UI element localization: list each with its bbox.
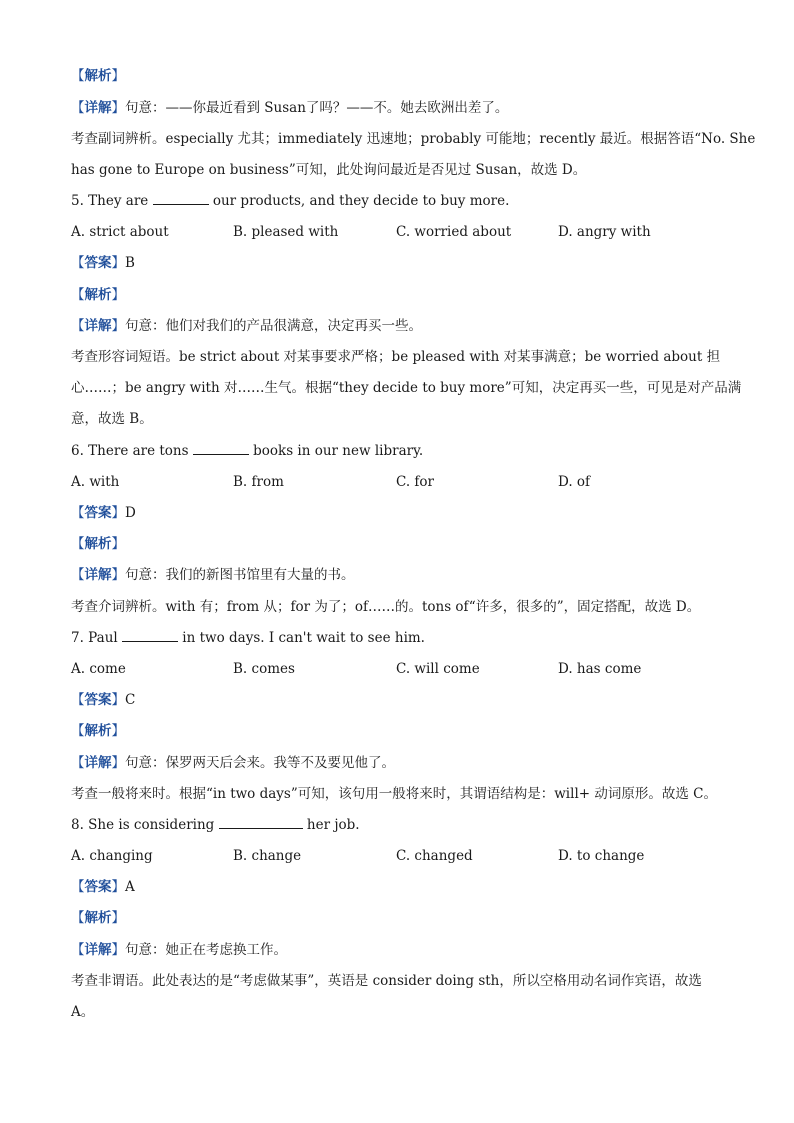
explanation-text: 考查形容词短语。be strict about 对某事要求严格；be pleased with 对某事满意；be worried about 担 xyxy=(71,349,721,365)
explanation-line: 【详解】句意：保罗两天后会来。我等不及要见他了。 xyxy=(71,755,395,771)
question-6: 6. There are tons books in our new library. xyxy=(71,443,424,459)
option-c: C. for xyxy=(396,474,435,490)
answer-line: 【答案】D xyxy=(71,505,136,521)
option-c: C. will come xyxy=(396,661,480,677)
option-b: B. pleased with xyxy=(233,224,339,240)
options-row xyxy=(0,223,794,241)
explanation-line: 【详解】句意：他们对我们的产品很满意，决定再买一些。 xyxy=(71,318,422,334)
analysis-label: 【解析】 xyxy=(71,536,125,552)
answer-line: 【答案】B xyxy=(71,255,135,271)
option-a: A. with xyxy=(71,474,120,490)
explanation-text: 考查非谓语。此处表达的是“考虑做某事”，英语是 consider doing sth，所以空格用动名词作宾语，故选 xyxy=(71,973,702,989)
explanation-text: 意，故选 B。 xyxy=(71,411,153,427)
option-d: D. angry with xyxy=(558,224,651,240)
explanation-line: 【详解】句意：我们的新图书馆里有大量的书。 xyxy=(71,567,355,583)
option-b: B. comes xyxy=(233,661,295,677)
option-a: A. changing xyxy=(71,848,153,864)
option-a: A. strict about xyxy=(71,224,169,240)
explanation-line: 【详解】句意：——你最近看到 Susan了吗？——不。她去欧洲出差了。 xyxy=(71,100,509,116)
analysis-label: 【解析】 xyxy=(71,910,125,926)
option-d: D. of xyxy=(558,474,591,490)
option-b: B. change xyxy=(233,848,302,864)
explanation-text: 考查副词辨析。especially 尤其；immediately 迅速地；probably 可能地；recently 最近。根据答语“No. She xyxy=(71,131,756,147)
answer-line: 【答案】A xyxy=(71,879,135,895)
option-d: D. has come xyxy=(558,661,642,677)
answer-blank xyxy=(219,816,303,829)
explanation-text: 考查一般将来时。根据“in two days”可知，该句用一般将来时，其谓语结构是：will+ 动词原形。故选 C。 xyxy=(71,786,717,802)
option-a: A. come xyxy=(71,661,126,677)
explanation-text: 心……；be angry with 对……生气。根据“they decide to buy more”可知，决定再买一些，可见是对产品满 xyxy=(71,380,742,396)
analysis-label: 【解析】 xyxy=(71,287,125,303)
analysis-label: 【解析】 xyxy=(71,68,125,84)
answer-blank xyxy=(122,629,178,642)
options-row xyxy=(0,847,794,865)
answer-blank xyxy=(193,442,249,455)
option-d: D. to change xyxy=(558,848,645,864)
question-8: 8. She is considering her job. xyxy=(71,817,360,833)
analysis-label: 【解析】 xyxy=(71,723,125,739)
option-b: B. from xyxy=(233,474,284,490)
question-5: 5. They are our products, and they decide to buy more. xyxy=(71,193,510,209)
option-c: C. changed xyxy=(396,848,473,864)
answer-line: 【答案】C xyxy=(71,692,136,708)
explanation-text: 考查介词辨析。with 有；from 从；for 为了；of……的。tons of“许多，很多的”，固定搭配，故选 D。 xyxy=(71,599,701,615)
options-row xyxy=(0,660,794,678)
explanation-text: has gone to Europe on business”可知，此处询问最近是否见过 Susan，故选 D。 xyxy=(71,162,587,178)
option-c: C. worried about xyxy=(396,224,512,240)
explanation-text: A。 xyxy=(71,1004,95,1020)
options-row xyxy=(0,473,794,491)
explanation-line: 【详解】句意：她正在考虑换工作。 xyxy=(71,942,287,958)
answer-blank xyxy=(153,192,209,205)
question-7: 7. Paul in two days. I can't wait to see him. xyxy=(71,630,425,646)
